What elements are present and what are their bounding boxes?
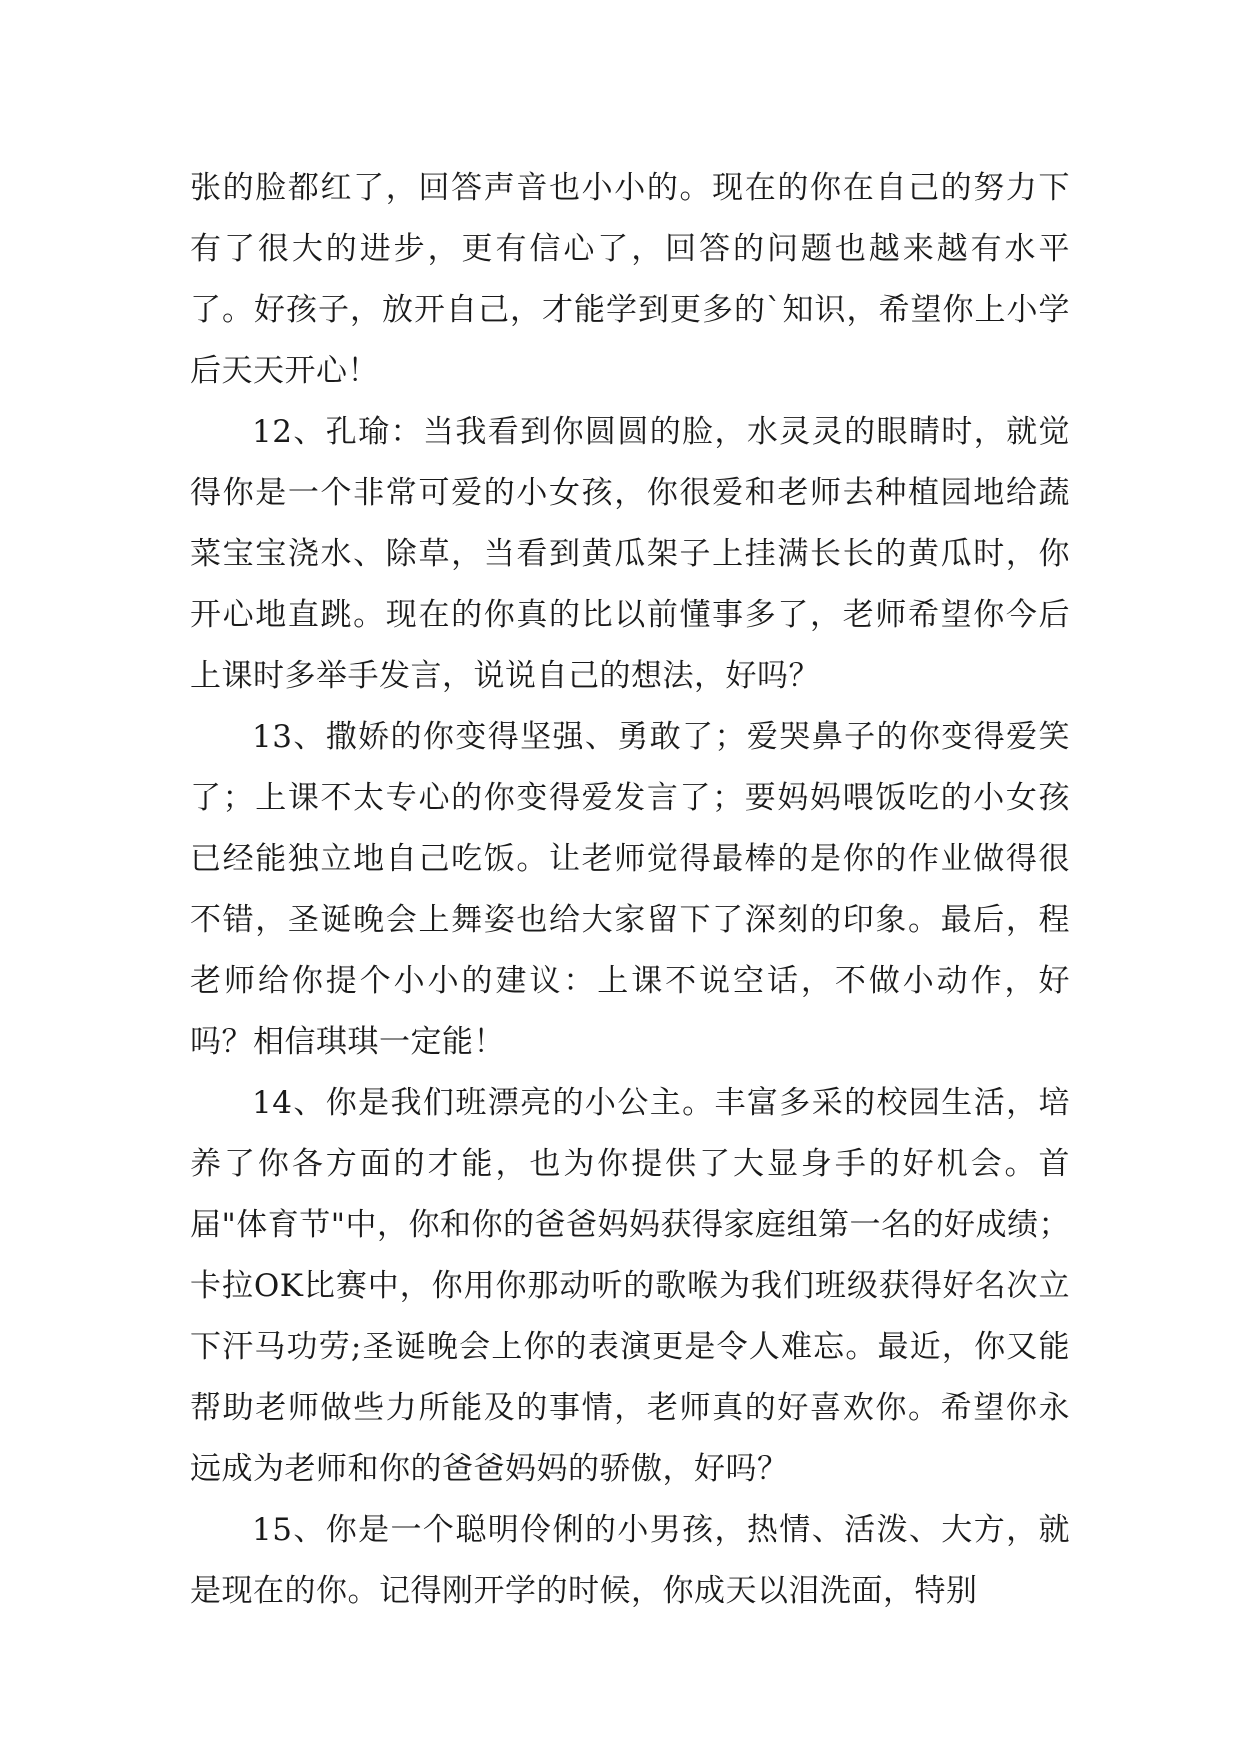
paragraph-12: 12、孔瑜：当我看到你圆圆的脸，水灵灵的眼睛时，就觉得你是一个非常可爱的小女孩，你很爱和老师去种植园地给蔬菜宝宝浇水、除草，当看到黄瓜架子上挂满长长的黄瓜时，你开心地直跳。现在的你真的比以前懂事多了，老师希望你今后上课时多举手发言，说说自己的想法，好吗？ xyxy=(190,414,1070,694)
paragraph-14: 14、你是我们班漂亮的小公主。丰富多采的校园生活，培养了你各方面的才能，也为你提供了大显身手的好机会。首届"体育节"中，你和你的爸爸妈妈获得家庭组第一名的好成绩；卡拉OK比赛中，你用你那动听的歌喉为我们班级获得好名次立下汗马功劳;圣诞晚会上你的表演更是令人难忘。最近，你又能帮助老师做些力所能及的事情，老师真的好喜欢你。希望你永远成为老师和你的爸爸妈妈的骄傲，好吗？ xyxy=(190,1085,1071,1487)
paragraph-continuation: 张的脸都红了，回答声音也小小的。现在的你在自己的努力下有了很大的进步，更有信心了，回答的问题也越来越有水平了。好孩子，放开自己，才能学到更多的`知识，希望你上小学后天天开心！ xyxy=(190,170,1070,389)
paragraph-13: 13、撒娇的你变得坚强、勇敢了；爱哭鼻子的你变得爱笑了；上课不太专心的你变得爱发言了；要妈妈喂饭吃的小女孩已经能独立地自己吃饭。让老师觉得最棒的是你的作业做得很不错，圣诞晚会上舞姿也给大家留下了深刻的印象。最后，程老师给你提个小小的建议：上课不说空话，不做小动作，好吗？相信琪琪一定能！ xyxy=(190,719,1070,1060)
paragraph-15: 15、你是一个聪明伶俐的小男孩，热情、活泼、大方，就是现在的你。记得刚开学的时候，你成天以泪洗面，特别 xyxy=(190,1512,1070,1609)
body-text xyxy=(190,158,1070,1622)
